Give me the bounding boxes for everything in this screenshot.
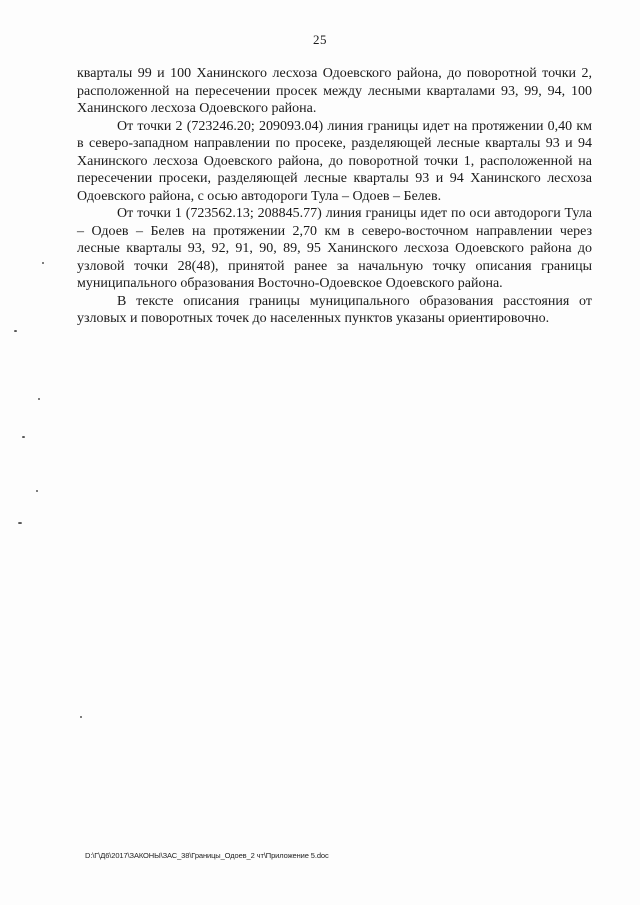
scan-speck [18,522,22,524]
scan-speck [36,490,38,492]
scan-speck [38,398,40,400]
scan-speck [80,716,82,718]
page-number: 25 [313,32,327,47]
footer-file-path: D:\Г\Д6\2017\ЗАКОНЫ\ЗАС_38\Границы_Одоев_2 чт\Приложение 5.doc [85,851,329,860]
paragraph-point-1: От точки 1 (723562.13; 208845.77) линия границы идет по оси автодороги Тула – Одоев – Белев на протяжении 2,70 км в северо-восточном направлении через лесные кварталы 93, 92, 91, 90, 89, 95 Ханинского лесхоза Одоевского района до узловой точки 28(48), принятой ранее за начальную точку описания границы муниципального образования Восточно-Одоевское Одоевского района. [77,206,592,291]
document-body [77,65,592,328]
scan-speck [22,436,25,438]
paragraph-continuation: кварталы 99 и 100 Ханинского лесхоза Одоевского района, до поворотной точки 2, расположенной на пересечении просек между лесными кварталами 93, 99, 94, 100 Ханинского лесхоза Одоевского района. [77,66,592,116]
scan-speck [42,262,44,264]
paragraph-note: В тексте описания границы муниципального образования расстояния от узловых и поворотных точек до населенных пунктов указаны ориентировочно. [77,293,592,326]
paragraph-point-2: От точки 2 (723246.20; 209093.04) линия границы идет на протяжении 0,40 км в северо-западном направлении по просеке, разделяющей лесные кварталы 93 и 94 Ханинского лесхоза Одоевского района, до поворотной точки 1, расположенной на пересечении просеки, разделяющей лесные кварталы 93 и 94 Ханинского лесхоза Одоевского района, с осью автодороги Тула – Одоев – Белев. [77,118,592,204]
scan-speck [14,330,17,332]
